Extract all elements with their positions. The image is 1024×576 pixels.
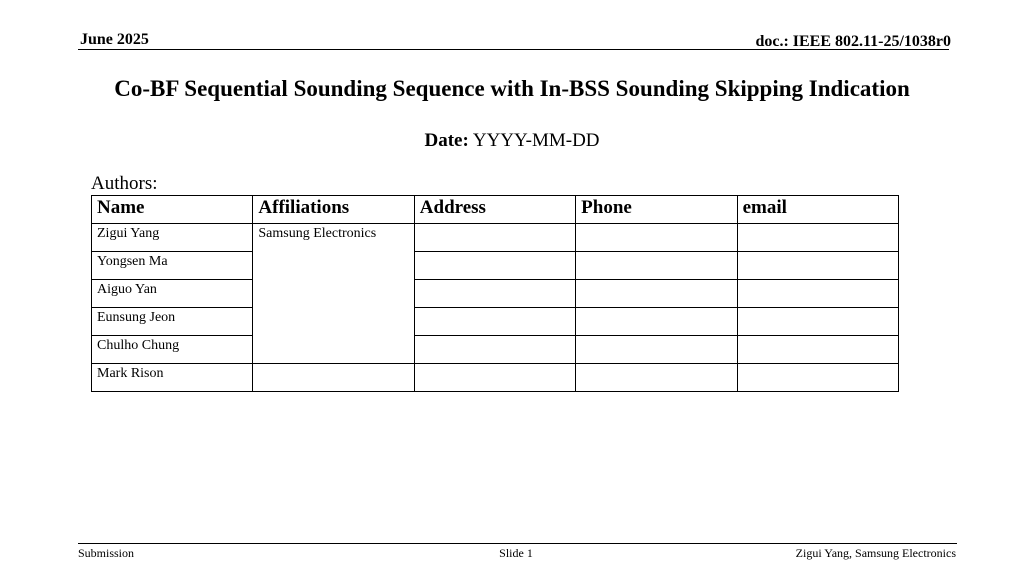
table-row [92,280,899,308]
column-header-email: email [737,196,898,224]
author-address [414,364,575,392]
date-label: Date: [424,130,469,151]
author-name: Eunsung Jeon [92,308,253,336]
author-affiliation: Samsung Electronics [253,224,414,364]
authors-label: Authors: [91,173,158,194]
header-date: June 2025 [80,31,149,48]
author-email [737,364,898,392]
date-line [0,130,1024,152]
author-email [737,252,898,280]
author-address [414,252,575,280]
author-phone [576,224,737,252]
table-row [92,336,899,364]
author-address [414,336,575,364]
header-doc-id: doc.: IEEE 802.11-25/1038r0 [755,33,951,50]
slide-title: Co-BF Sequential Sounding Sequence with In-BSS Sounding Skipping Indication [114,76,910,101]
authors-table [91,195,899,392]
table-row [92,252,899,280]
author-name: Mark Rison [92,364,253,392]
author-affiliation-empty [253,364,414,392]
column-header-address: Address [414,196,575,224]
author-address [414,280,575,308]
author-name: Chulho Chung [92,336,253,364]
author-email [737,280,898,308]
author-phone [576,252,737,280]
table-row [92,308,899,336]
author-address [414,308,575,336]
footer-slide-number: Slide 1 [499,546,533,560]
author-phone [576,280,737,308]
author-name: Zigui Yang [92,224,253,252]
author-name: Yongsen Ma [92,252,253,280]
table-header-row [92,196,899,224]
author-email [737,308,898,336]
column-header-name: Name [92,196,253,224]
column-header-phone: Phone [576,196,737,224]
table-row [92,224,899,252]
footer-author: Zigui Yang, Samsung Electronics [795,546,956,560]
header-divider [78,49,949,50]
author-address [414,224,575,252]
author-name: Aiguo Yan [92,280,253,308]
table-row [92,364,899,392]
column-header-affiliations: Affiliations [253,196,414,224]
author-phone [576,308,737,336]
author-phone [576,364,737,392]
date-value: YYYY-MM-DD [472,130,600,151]
author-email [737,336,898,364]
author-email [737,224,898,252]
author-phone [576,336,737,364]
footer-divider [78,543,957,544]
footer-submission: Submission [78,546,135,560]
